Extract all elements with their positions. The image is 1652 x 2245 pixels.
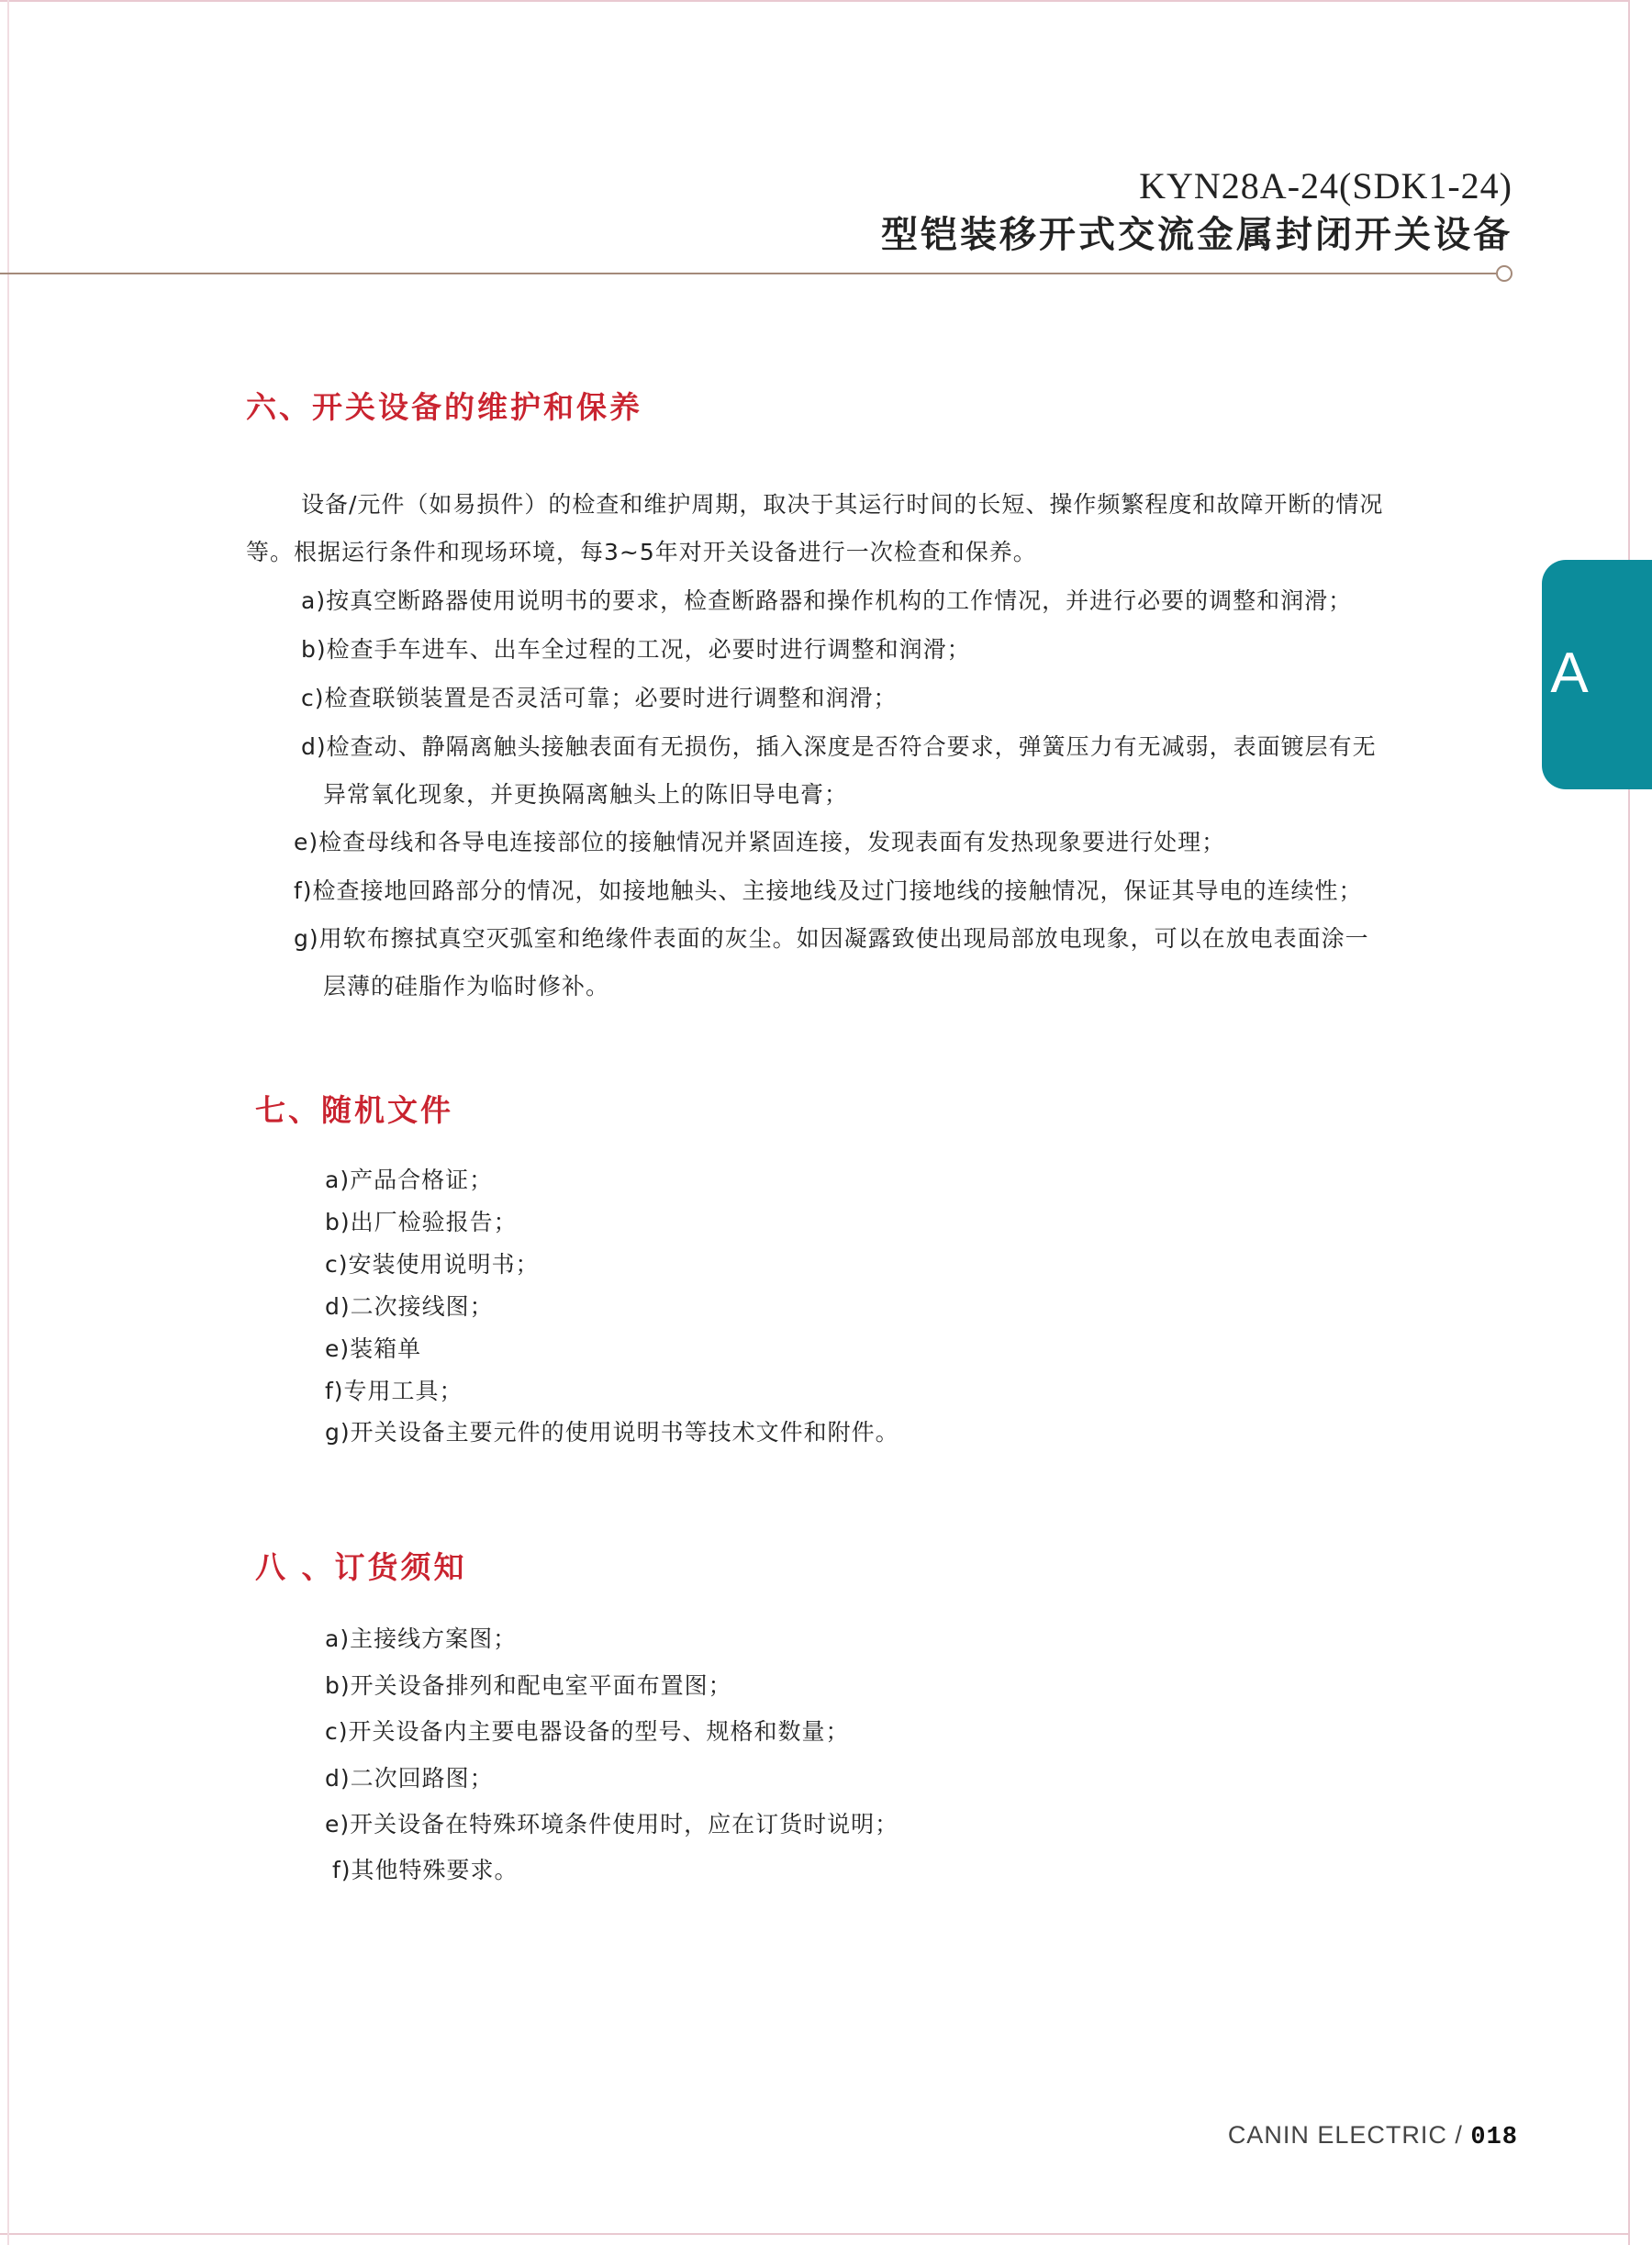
documents-item-e: e)装箱单	[325, 1335, 422, 1362]
ordering-item-c: c)开关设备内主要电器设备的型号、规格和数量；	[325, 1718, 850, 1745]
maintenance-intro-line1: 设备/元件（如易损件）的检查和维护周期，取决于其运行时间的长短、操作频繁程度和故障开断的情况	[301, 491, 1384, 518]
page-frame-top	[0, 0, 1630, 2]
maintenance-intro-line2: 等。根据运行条件和现场环境，每3~5年对开关设备进行一次检查和保养。	[246, 539, 1037, 565]
ordering-item-f: f)其他特殊要求。	[332, 1857, 519, 1883]
documents-item-f: f)专用工具；	[325, 1378, 463, 1404]
ordering-item-b: b)开关设备排列和配电室平面布置图；	[325, 1672, 732, 1699]
page-footer	[1228, 2118, 1518, 2154]
section-title-maintenance: 六、开关设备的维护和保养	[246, 389, 642, 425]
chapter-tab-letter: A	[1550, 642, 1589, 705]
maintenance-item-b: b)检查手车进车、出车全过程的工况，必要时进行调整和润滑；	[301, 636, 971, 663]
product-model: KYN28A-24(SDK1-24)	[1139, 165, 1512, 207]
footer-company: CANIN ELECTRIC	[1227, 2121, 1447, 2149]
maintenance-item-c: c)检查联锁装置是否灵活可靠；必要时进行调整和润滑；	[301, 685, 898, 711]
page-frame-bottom	[0, 2233, 1630, 2235]
section-title-ordering: 八 、订货须知	[255, 1549, 467, 1585]
maintenance-item-a: a)按真空断路器使用说明书的要求，检查断路器和操作机构的工作情况，并进行必要的调整和润滑；	[301, 587, 1353, 614]
page-header	[881, 163, 1512, 261]
header-divider-dot	[1496, 265, 1512, 282]
documents-item-b: b)出厂检验报告；	[325, 1209, 518, 1235]
documents-item-g: g)开关设备主要元件的使用说明书等技术文件和附件。	[325, 1419, 899, 1446]
chapter-tab	[1542, 560, 1652, 789]
maintenance-item-g-line1: g)用软布擦拭真空灭弧室和绝缘件表面的灰尘。如因凝露致使出现局部放电现象，可以在放电表面涂一	[294, 925, 1369, 952]
page-number: 018	[1470, 2124, 1518, 2151]
page-frame-right	[1628, 0, 1630, 2245]
maintenance-item-e: e)检查母线和各导电连接部位的接触情况并紧固连接，发现表面有发热现象要进行处理；	[294, 829, 1226, 855]
section-title-documents: 七、随机文件	[255, 1092, 453, 1128]
maintenance-item-g-line2: 层薄的硅脂作为临时修补。	[323, 973, 610, 1000]
maintenance-item-d-line2: 异常氧化现象，并更换隔离触头上的陈旧导电膏；	[323, 781, 849, 808]
documents-item-a: a)产品合格证；	[325, 1167, 494, 1193]
page-frame-left	[7, 0, 9, 2245]
documents-item-d: d)二次接线图；	[325, 1293, 494, 1320]
product-title: 型铠装移开式交流金属封闭开关设备	[881, 214, 1512, 256]
ordering-item-a: a)主接线方案图；	[325, 1625, 518, 1652]
maintenance-item-d-line1: d)检查动、静隔离触头接触表面有无损伤，插入深度是否符合要求，弹簧压力有无减弱，表面镀层有无	[301, 733, 1377, 760]
header-divider	[0, 273, 1496, 274]
ordering-item-d: d)二次回路图；	[325, 1765, 494, 1792]
ordering-item-e: e)开关设备在特殊环境条件使用时，应在订货时说明；	[325, 1811, 899, 1837]
documents-item-c: c)安装使用说明书；	[325, 1251, 540, 1278]
maintenance-item-f: f)检查接地回路部分的情况，如接地触头、主接地线及过门接地线的接触情况，保证其导电的连续性；	[294, 877, 1363, 904]
footer-separator: /	[1455, 2121, 1463, 2149]
